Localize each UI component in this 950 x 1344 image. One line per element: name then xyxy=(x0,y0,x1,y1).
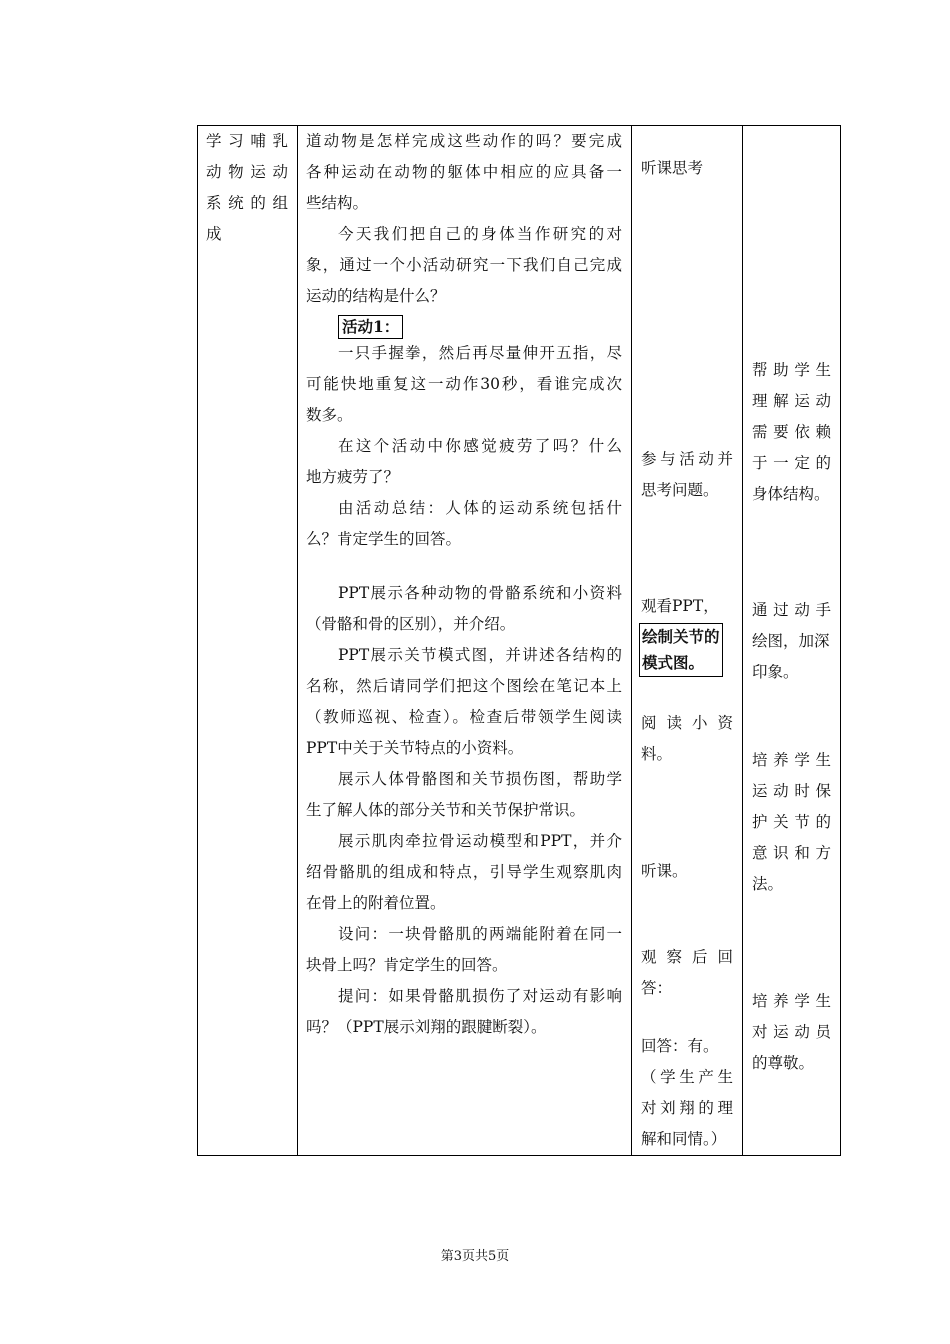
student-text: 观看PPT， xyxy=(641,597,719,615)
student-text: 解和同情。） xyxy=(641,1130,727,1148)
text-line: 提问：如果骨骼肌损伤了对运动有影响 xyxy=(338,987,622,1005)
text-line: 块骨上吗？肯定学生的回答。 xyxy=(306,956,508,974)
text-line: PPT展示关节模式图，并讲述各结构的 xyxy=(338,646,622,664)
text-line: 各种运动在动物的躯体中相应的应具备一 xyxy=(306,163,622,181)
student-text: 料。 xyxy=(641,745,673,763)
topic-line: 系统的组 xyxy=(206,194,288,212)
text-line: 由活动总结：人体的运动系统包括什 xyxy=(338,499,622,517)
intent-text: 需要依赖 xyxy=(752,423,831,441)
text-line: 象，通过一个小活动研究一下我们自己完成 xyxy=(306,256,622,274)
draw-joint-box xyxy=(639,623,723,677)
text-line: PPT中关于关节特点的小资料。 xyxy=(306,739,524,757)
text-line: 地方疲劳了？ xyxy=(306,468,400,486)
intent-text: 于一定的 xyxy=(752,454,831,472)
teacher-activity-cell xyxy=(298,126,632,1156)
student-text: 听课。 xyxy=(641,862,688,880)
text-line: 吗？（PPT展示刘翔的跟腱断裂）。 xyxy=(306,1018,547,1036)
student-text: 对刘翔的理 xyxy=(641,1099,733,1117)
text-line: PPT展示各种动物的骨骼系统和小资料 xyxy=(338,584,622,602)
text-line: 生了解人体的部分关节和关节保护常识。 xyxy=(306,801,586,819)
topic-cell xyxy=(198,126,298,1156)
intent-text: 法。 xyxy=(752,875,784,893)
student-text: 听课思考 xyxy=(641,159,704,177)
text-line: 绍骨骼肌的组成和特点，引导学生观察肌肉 xyxy=(306,863,622,881)
text-line: 可能快地重复这一动作30秒，看谁完成次 xyxy=(306,375,622,393)
text-line: 些结构。 xyxy=(306,194,369,212)
intent-text: 培养学生 xyxy=(752,992,831,1010)
text-line: 运动的结构是什么？ xyxy=(306,287,446,305)
student-text: （学生产生 xyxy=(641,1068,733,1086)
intent-text: 印象。 xyxy=(752,663,799,681)
intent-text: 的尊敬。 xyxy=(752,1054,815,1072)
text-line: （骨骼和骨的区别），并介绍。 xyxy=(306,615,516,633)
student-text: 答： xyxy=(641,979,673,997)
student-text: 观察后回 xyxy=(641,948,733,966)
text-line: 一只手握拳，然后再尽量伸开五指，尽 xyxy=(338,344,622,362)
text-line: 设问：一块骨骼肌的两端能附着在同一 xyxy=(338,925,622,943)
text-line: 道动物是怎样完成这些动作的吗？要完成 xyxy=(306,132,622,150)
text-line: 展示肌肉牵拉骨运动模型和PPT，并介 xyxy=(338,832,622,850)
topic-line: 动物运动 xyxy=(206,163,288,181)
intent-text: 培养学生 xyxy=(752,751,831,769)
lesson-plan-table xyxy=(197,125,841,1156)
intent-text: 意识和方 xyxy=(752,844,831,862)
text-line: 今天我们把自己的身体当作研究的对 xyxy=(338,225,622,243)
text-line: 在这个活动中你感觉疲劳了吗？什么 xyxy=(338,437,622,455)
intent-text: 运动时保 xyxy=(752,782,831,800)
text-line: 在骨上的附着位置。 xyxy=(306,894,446,912)
intent-text: 帮助学生 xyxy=(752,361,831,379)
student-text: 参与活动并 xyxy=(641,450,733,468)
student-text: 模式图。 xyxy=(642,653,705,672)
intent-text: 绘图，加深 xyxy=(752,632,830,650)
student-text: 回答：有。 xyxy=(641,1037,719,1055)
text-line: （教师巡视、检查）。检查后带领学生阅读 xyxy=(306,708,622,726)
design-intent-cell xyxy=(743,126,841,1156)
text-line: 数多。 xyxy=(306,406,353,424)
table-row xyxy=(198,126,841,1156)
activity-label: 活动1： xyxy=(338,312,403,343)
intent-text: 理解运动 xyxy=(752,392,831,410)
student-text: 阅读小资 xyxy=(641,714,733,732)
text-line: 名称，然后请同学们把这个图绘在笔记本上 xyxy=(306,677,622,695)
intent-text: 护关节的 xyxy=(752,813,831,831)
student-text: 思考问题。 xyxy=(641,481,719,499)
text-line: 展示人体骨骼图和关节损伤图，帮助学 xyxy=(338,770,622,788)
page-footer: 第3页共5页 xyxy=(440,1249,510,1264)
topic-line: 成 xyxy=(206,225,222,243)
intent-text: 身体结构。 xyxy=(752,485,830,503)
text-line: 么？肯定学生的回答。 xyxy=(306,530,462,548)
student-activity-cell xyxy=(632,126,743,1156)
topic-line: 学习哺乳 xyxy=(206,132,288,150)
intent-text: 通过动手 xyxy=(752,601,831,619)
intent-text: 对运动员 xyxy=(752,1023,831,1041)
student-text: 绘制关节的 xyxy=(642,627,720,646)
